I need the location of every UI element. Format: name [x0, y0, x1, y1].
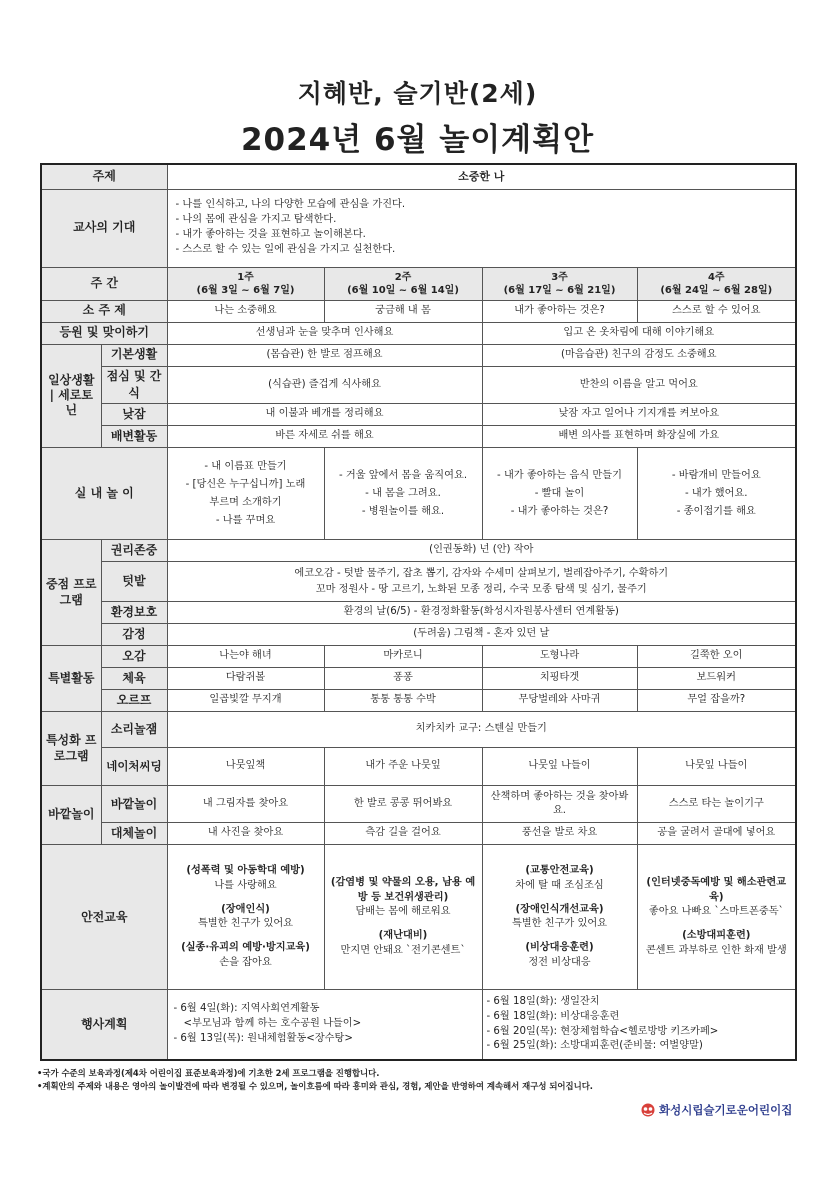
- garden-value: 에코오감 - 텃밭 물주기, 잡초 뽑기, 감자와 수세미 살펴보기, 벌레잡아주기, 수확하기 꼬마 정원사 - 땅 고르기, 노화된 모종 정리, 수국 모종 탐색 및 심기, 물주기: [167, 562, 796, 602]
- nap-label: 낮잠: [101, 404, 167, 426]
- out-cell: 산책하며 좋아하는 것을 찾아봐요.: [482, 786, 637, 823]
- expect-item: - 내가 좋아하는 것을 표현하고 놀이해본다.: [175, 229, 366, 240]
- special-cell: 퐁퐁: [324, 668, 482, 690]
- alt-cell: 공을 굴려서 골대에 넣어요: [637, 823, 796, 845]
- weeks-label: 주 간: [41, 267, 167, 300]
- week-1-header: 1주 (6월 3일 ~ 6월 7일): [167, 267, 324, 300]
- out-cell: 스스로 타는 놀이기구: [637, 786, 796, 823]
- nature-cell: 나뭇잎책: [167, 748, 324, 786]
- expect-item: - 스스로 할 수 있는 일에 관심을 가지고 실천한다.: [175, 243, 396, 255]
- basic-label: 기본생활: [101, 344, 167, 366]
- meal-first-half: (식습관) 즐겁게 식사해요: [167, 366, 482, 404]
- alt-cell: 측감 길을 걸어요: [324, 823, 482, 845]
- rights-label: 권리존중: [101, 540, 167, 562]
- env-label: 환경보호: [101, 602, 167, 624]
- nature-cell: 나뭇잎 나들이: [482, 748, 637, 786]
- toilet-first-half: 바른 자세로 쉬를 해요: [167, 426, 482, 448]
- special-row-label: 오감: [101, 646, 167, 668]
- arrival-label: 등원 및 맞이하기: [41, 322, 167, 344]
- indoor-week-2: - 거울 앞에서 몸을 움직여요. - 내 몸을 그려요. - 병원놀이를 해요.: [324, 448, 482, 540]
- indoor-label: 실 내 놀 이: [41, 448, 167, 540]
- safety-week-3: (교통안전교육) 차에 탈 때 조심조심 (장애인식개선교육) 특별한 친구가 있어요 (비상대응훈련) 정전 비상대응: [482, 845, 637, 990]
- special-cell: 무얼 잡을까?: [637, 690, 796, 712]
- special-cell: 통통 통통 수박: [324, 690, 482, 712]
- out-cell: 내 그림자를 찾아요: [167, 786, 324, 823]
- special-cell: 보드워커: [637, 668, 796, 690]
- footnote: •계획안의 주제와 내용은 영아의 놀이발견에 따라 변경될 수 있으며, 놀이흐름에 따라 흥미와 관심, 경험, 제안을 반영하여 계속해서 재구성 되어집니다.: [37, 1081, 593, 1092]
- nap-first-half: 내 이불과 베개를 정리해요: [167, 404, 482, 426]
- alt-label: 대체놀이: [101, 823, 167, 845]
- play-plan-table: [40, 163, 797, 1061]
- emotion-label: 감정: [101, 624, 167, 646]
- meal-label: 점심 및 간식: [101, 366, 167, 404]
- special-cell: 일곱빛깔 무지개: [167, 690, 324, 712]
- sound-label: 소리놀잼: [101, 712, 167, 748]
- subtheme-week-4: 스스로 할 수 있어요: [637, 300, 796, 322]
- toilet-label: 배변활동: [101, 426, 167, 448]
- nature-cell: 나뭇잎 나들이: [637, 748, 796, 786]
- org-name: 화성시립슬기로운어린이집: [659, 1103, 793, 1117]
- arrival-second-half: 입고 온 옷차림에 대해 이야기해요: [482, 322, 796, 344]
- daily-group-label: 일상생활 | 세로토닌: [41, 344, 101, 448]
- basic-first-half: (몸습관) 한 발로 점프해요: [167, 344, 482, 366]
- safety-label: 안전교육: [41, 845, 167, 990]
- footnotes: [37, 1067, 797, 1093]
- events-label: 행사계획: [41, 990, 167, 1060]
- nature-cell: 내가 주운 나뭇잎: [324, 748, 482, 786]
- special-row-label: 오르프: [101, 690, 167, 712]
- expect-item: - 나를 인식하고, 나의 다양한 모습에 관심을 가진다.: [175, 199, 406, 211]
- week-3-header: 3주 (6월 17일 ~ 6월 21일): [482, 267, 637, 300]
- subtheme-week-3: 내가 좋아하는 것은?: [482, 300, 637, 322]
- events-right: - 6월 18일(화): 생일잔치 - 6월 18일(화): 비상대응훈련 - 6월 20일(목): 현장체험학습<헬로방방 키즈카페> - 6월 25일(화): 소방대피훈련(준비물: 여벌양말): [482, 990, 796, 1060]
- events-left: - 6월 4일(화): 지역사회연계활동 <부모님과 함께 하는 호수공원 나들이> - 6월 13일(목): 원내체험활동<장수탕>: [167, 990, 482, 1060]
- indoor-week-1: - 내 이름표 만들기 - [당신은 누구십니까] 노래 부르며 소개하기 - 나를 꾸며요: [167, 448, 324, 540]
- indoor-week-4: - 바람개비 만들어요 - 내가 했어요. - 종이접기를 해요: [637, 448, 796, 540]
- nature-label: 네이처씨딩: [101, 748, 167, 786]
- subtheme-week-1: 나는 소중해요: [167, 300, 324, 322]
- basic-second-half: (마음습관) 친구의 감정도 소중해요: [482, 344, 796, 366]
- page-title: 2024년 6월 놀이계획안: [240, 122, 595, 158]
- special-cell: 무당벌레와 사마귀: [482, 690, 637, 712]
- week-2-header: 2주 (6월 10일 ~ 6월 14일): [324, 267, 482, 300]
- toilet-second-half: 배변 의사를 표현하며 화장실에 가요: [482, 426, 796, 448]
- special-row-label: 체육: [101, 668, 167, 690]
- specialized-group-label: 특성화 프로그램: [41, 712, 101, 786]
- arrival-first-half: 선생님과 눈을 맞추며 인사해요: [167, 322, 482, 344]
- garden-label: 텃밭: [101, 562, 167, 602]
- theme-value: 소중한 나: [167, 164, 796, 189]
- env-value: 환경의 날(6/5) - 환경정화활동(화성시자원봉사센터 연계활동): [167, 602, 796, 624]
- subtheme-week-2: 궁금해 내 몸: [324, 300, 482, 322]
- meal-second-half: 반찬의 이름을 알고 먹어요: [482, 366, 796, 404]
- safety-week-1: (성폭력 및 아동학대 예방) 나를 사랑해요 (장애인식) 특별한 친구가 있어요 (실종·유괴의 예방·방지교육) 손을 잡아요: [167, 845, 324, 990]
- daycare-emblem-icon: [640, 1103, 656, 1117]
- outdoor-group-label: 바깥놀이: [41, 786, 101, 845]
- org-logo: [640, 1102, 792, 1118]
- special-cell: 나는야 해녀: [167, 646, 324, 668]
- emotion-value: (두려움) 그림책 - 혼자 있던 날: [167, 624, 796, 646]
- sound-value: 치카치카 교구: 스텐실 만들기: [167, 712, 796, 748]
- nap-second-half: 낮잠 자고 일어나 기지개를 켜보아요: [482, 404, 796, 426]
- expect-list: [167, 189, 796, 267]
- special-cell: 마카로니: [324, 646, 482, 668]
- out-cell: 한 발로 콩콩 뛰어봐요: [324, 786, 482, 823]
- alt-cell: 내 사진을 찾아요: [167, 823, 324, 845]
- special-cell: 치핑타겟: [482, 668, 637, 690]
- expect-label: 교사의 기대: [41, 189, 167, 267]
- expect-item: - 나의 몸에 관심을 가지고 탐색한다.: [175, 214, 337, 226]
- focus-group-label: 중점 프로그램: [41, 540, 101, 646]
- indoor-week-3: - 내가 좋아하는 음식 만들기 - 빨대 놀이 - 내가 좋아하는 것은?: [482, 448, 637, 540]
- theme-label: 주제: [41, 164, 167, 189]
- page-subtitle: 지혜반, 슬기반(2세): [297, 79, 538, 108]
- safety-week-4: (인터넷중독예방 및 해소관련교육) 좋아요 나빠요 `스마트폰중독` (소방대피훈련) 콘센트 과부하로 인한 화재 발생: [637, 845, 796, 990]
- week-4-header: 4주 (6월 24일 ~ 6월 28일): [637, 267, 796, 300]
- special-group-label: 특별활동: [41, 646, 101, 712]
- footnote: •국가 수준의 보육과정(제4차 어린이집 표준보육과정)에 기초한 2세 프로그램을 진행합니다.: [37, 1068, 380, 1078]
- rights-value: (인권동화) 넌 (안) 작아: [167, 540, 796, 562]
- special-cell: 길쭉한 오이: [637, 646, 796, 668]
- subtheme-label: 소 주 제: [41, 300, 167, 322]
- alt-cell: 풍선을 발로 차요: [482, 823, 637, 845]
- out-label: 바깥놀이: [101, 786, 167, 823]
- special-cell: 다람쥐볼: [167, 668, 324, 690]
- safety-week-2: (감염병 및 약물의 오용, 남용 예방 등 보건위생관리) 담배는 몸에 해로워요 (재난대비) 만지면 안돼요 `전기콘센트`: [324, 845, 482, 990]
- special-cell: 도형나라: [482, 646, 637, 668]
